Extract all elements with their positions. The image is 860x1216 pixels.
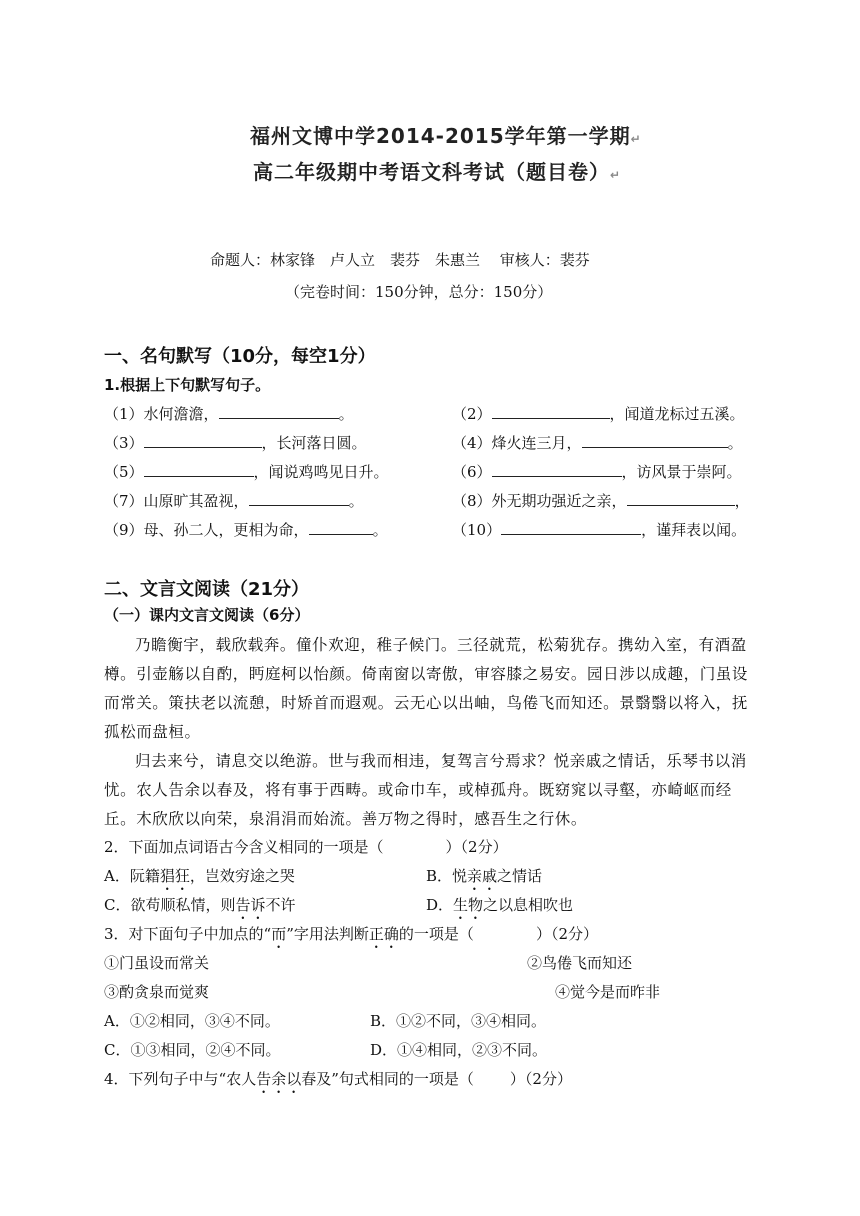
dotted-word: 正确: [368, 925, 399, 943]
fill-item-2: [452, 402, 745, 424]
return-mark-icon: ↵: [610, 168, 622, 182]
item-text: ，: [734, 492, 750, 510]
option-3c: C．①③相同，②④不同。: [104, 1041, 281, 1059]
subsection-1-heading: （一）课内文言文阅读（6分）: [104, 606, 310, 624]
sentence-3-4: ④觉今是而昨非: [555, 983, 661, 1001]
item-text: 。: [348, 492, 364, 510]
item-text: 烽火连三月，: [491, 434, 582, 452]
item-number: （5）: [104, 463, 144, 481]
passage-paragraph-2: [104, 747, 764, 834]
option-text: A．阮籍: [104, 867, 160, 885]
fill-item-1: [104, 402, 354, 424]
time-info: （完卷时间：150分钟，总分：150分）: [285, 283, 553, 301]
option-2a: [104, 865, 295, 894]
sentence-3-1: ①门虽设而常关: [104, 954, 210, 972]
option-3b: B．①②不同，③④相同。: [370, 1012, 547, 1030]
section-2-heading: 二、文言文阅读（21分）: [104, 579, 310, 600]
answer-blank[interactable]: [144, 431, 262, 448]
option-2b: [426, 865, 542, 894]
dotted-word: 猖狂: [159, 867, 190, 885]
fill-item-3: [104, 431, 367, 453]
answer-blank[interactable]: [627, 489, 735, 506]
item-text: 。: [338, 405, 354, 423]
section-1-heading: 一、名句默写（10分，每空1分）: [104, 346, 376, 367]
item-text: 山原旷其盈视，: [143, 492, 249, 510]
authors-line: 命题人：林家锋 卢人立 裴芬 朱惠兰 审核人：裴芬: [210, 251, 590, 269]
option-text: B．悦: [426, 867, 468, 885]
dotted-word: 告余以: [256, 1070, 302, 1088]
item-text: 。: [372, 521, 388, 539]
title-line-2: [253, 156, 621, 185]
return-mark-icon: ↵: [630, 132, 642, 146]
answer-blank[interactable]: [309, 518, 373, 535]
answer-blank[interactable]: [219, 402, 339, 419]
item-number: （2）: [452, 405, 492, 423]
item-text: 水何澹澹，: [143, 405, 219, 423]
item-number: （3）: [104, 434, 144, 452]
option-3d: D．①④相同，②③不同。: [370, 1041, 548, 1059]
sentence-3-3: ③酌贪泉而觉爽: [104, 983, 210, 1001]
item-number: （1）: [104, 405, 144, 423]
option-2c: [104, 894, 296, 923]
title-line-1: [250, 120, 642, 149]
stem-text: ）（2分）: [509, 1070, 572, 1088]
sentence-3-2: ②鸟倦飞而知还: [527, 954, 633, 972]
fill-item-9: [104, 518, 388, 540]
question-1-stem: 1.根据上下句默写句子。: [104, 376, 271, 394]
passage-text: 归去来兮，请息交以绝游。世与我而相违，复驾言兮焉求？悦亲戚之情话，乐琴书以消忧。农人告余以春及，将有事于西畴。或命巾车，或棹孤舟。既窈窕以寻壑，亦崎岖而经丘。木欣欣以向荣，泉涓涓而始流。善万物之得时，感吾生之行休。: [104, 752, 747, 828]
item-number: （6）: [452, 463, 492, 481]
fill-item-7: [104, 489, 364, 511]
stem-text: 2．下面加点词语古今含义相同的一项是（: [104, 838, 384, 856]
answer-blank[interactable]: [249, 489, 349, 506]
question-4-stem: [104, 1068, 572, 1097]
item-number: （4）: [452, 434, 492, 452]
stem-text: ）（2分）: [445, 838, 508, 856]
item-number: （9）: [104, 521, 144, 539]
answer-blank[interactable]: [582, 431, 728, 448]
item-number: （10）: [452, 521, 502, 539]
item-text: ，闻道龙标过五溪。: [609, 405, 745, 423]
option-3a: A．①②相同，③④不同。: [104, 1012, 280, 1030]
question-3-stem: [104, 923, 598, 952]
answer-blank[interactable]: [501, 518, 641, 535]
item-text: ，访风景于崇阿。: [621, 463, 742, 481]
fill-item-10: [452, 518, 746, 540]
item-text: ，长河落日圆。: [261, 434, 367, 452]
item-text: 母、孙二人，更相为命，: [143, 521, 309, 539]
item-number: （7）: [104, 492, 144, 510]
dotted-word: 告诉: [235, 896, 266, 914]
passage-text: 乃瞻衡宇，载欣载奔。僮仆欢迎，稚子候门。三径就荒，松菊犹存。携幼入室，有酒盈樽。引壶觞以自酌，眄庭柯以怡颜。倚南窗以寄傲，审容膝之易安。园日涉以成趣，门虽设而常关。策扶老以流憩，时矫首而遐观。云无心以出岫，鸟倦飞而知还。景翳翳以将入，抚孤松而盘桓。: [104, 636, 749, 741]
stem-text: 4．下列句子中与“农人: [104, 1070, 257, 1088]
fill-item-4: [452, 431, 743, 453]
fill-item-8: [452, 489, 750, 511]
dotted-word: 生物: [453, 896, 484, 914]
stem-text: ”字用法判断: [286, 925, 369, 943]
item-number: （8）: [452, 492, 492, 510]
item-text: 外无期功强近之亲，: [491, 492, 627, 510]
item-text: ，闻说鸡鸣见日升。: [253, 463, 389, 481]
title-text-2: 高二年级期中考语文科考试（题目卷）: [253, 160, 610, 184]
title-text-1: 福州文博中学2014-2015学年第一学期: [250, 124, 631, 148]
answer-blank[interactable]: [492, 402, 610, 419]
option-text: ，岂效穷途之哭: [189, 867, 295, 885]
fill-item-6: [452, 460, 742, 482]
dotted-word: 亲戚: [467, 867, 498, 885]
option-text: 之以息相吹也: [483, 896, 574, 914]
answer-blank[interactable]: [492, 460, 622, 477]
answer-blank[interactable]: [144, 460, 254, 477]
dotted-word: 而: [271, 925, 287, 943]
option-2d: [426, 894, 573, 923]
option-text: 不许: [265, 896, 296, 914]
stem-text: ）（2分）: [535, 925, 598, 943]
stem-text: 3．对下面句子中加点的“: [104, 925, 272, 943]
stem-text: 春及”句式相同的一项是（: [301, 1070, 474, 1088]
option-text: C．欲苟顺私情，则: [104, 896, 236, 914]
item-text: 。: [727, 434, 743, 452]
question-2-stem: [104, 836, 508, 857]
stem-text: 的一项是（: [398, 925, 474, 943]
option-text: 之情话: [497, 867, 543, 885]
passage-paragraph-1: [104, 631, 764, 747]
option-text: D．: [426, 896, 454, 914]
item-text: ，谨拜表以闻。: [641, 521, 747, 539]
fill-item-5: [104, 460, 389, 482]
